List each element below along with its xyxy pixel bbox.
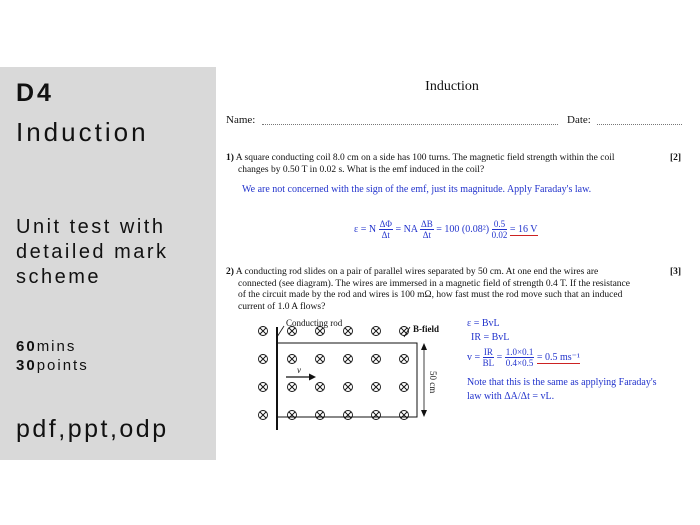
points: 30points [16, 357, 89, 374]
field-cross-mark [373, 328, 379, 334]
field-cross-mark [260, 412, 266, 418]
question-text: changes by 0.50 T in 0.02 s. What is the emf induced in the coil? [238, 164, 485, 175]
field-cross-mark [260, 356, 266, 362]
unit-title: Induction [16, 117, 149, 147]
field-cross-mark [289, 356, 295, 362]
product-info-panel [0, 67, 216, 460]
answer-equation: ε = N $\frac{\Delta\Phi}{\Delta t}$ = NA $\frac{\Delta B}{\Delta t}$ = 100 (0.08²) $\frac{0.5}{0.02}$ = 16 V [354, 219, 538, 240]
field-cross-mark [289, 384, 295, 390]
field-cross-mark [345, 328, 351, 334]
rod-pointer [277, 326, 284, 337]
description-line: scheme [16, 266, 102, 288]
width-label: 50 cm [428, 371, 438, 394]
field-crosses [259, 327, 409, 420]
answer-working: ε = BvL IR = BvL v = $\frac{IR}{BL}$ = $\frac{1.0\times 0.1}{0.4\times 0.5}$ = 0.5 ms⁻¹ Note that this is the same as applying Faraday's law with ΔA/Δt = vL. [467, 318, 657, 402]
question-text: of the circuit made by the rod and wires is 100 mΩ, how fast must the rod move such that an induced [238, 290, 623, 300]
description-line: Unit test with [16, 216, 166, 238]
question-text: A conducting rod slides on a pair of parallel wires separated by 50 cm. At one end the wires are [235, 267, 599, 277]
field-label: B-field [413, 324, 439, 334]
question-text: A square conducting coil 8.0 cm on a side has 100 turns. The magnetic field strength within the coil [235, 153, 615, 163]
question-text: connected (see diagram). The wires are immersed in a magnetic field of strength 0.4 T. If the resistance [238, 278, 630, 289]
unit-description [16, 215, 211, 290]
duration: 60mins [16, 338, 77, 355]
field-cross-mark [345, 384, 351, 390]
question-1: 1) A square conducting coil 8.0 cm on a side has 100 turns. The magnetic field strength within the coil changes by 0.50 T in 0.02 s. What is the emf induced in the coil? [226, 153, 666, 176]
file-formats: pdf,ppt,odp [16, 415, 169, 443]
question-text: current of 1.0 A flows? [238, 301, 326, 312]
worksheet-title: Induction [425, 79, 479, 94]
question-2: 2) A conducting rod slides on a pair of parallel wires separated by 50 cm. At one end the wires are connected (see diagram). The wires are immersed in a magnetic field of strength 0.4 T. If the resistance of the circuit made by the rod and wires is 100 mΩ, how fast must the rod move such that an induced current of 1.0 A flows? [226, 267, 666, 313]
rod-label: Conducting rod [286, 318, 343, 328]
marks-badge: [2] [670, 153, 682, 163]
answer-result: = 0.5 ms⁻¹ [536, 351, 580, 363]
field-cross-mark [373, 356, 379, 362]
field-cross-mark [289, 328, 295, 334]
name-line [262, 124, 558, 125]
field-cross-mark [345, 356, 351, 362]
field-cross-mark [260, 328, 266, 334]
velocity-label: v [297, 365, 301, 375]
answer-note: We are not concerned with the sign of the emf, just its magnitude. Apply Faraday's law. [242, 184, 592, 195]
velocity-arrowhead [309, 374, 316, 381]
rod-field-diagram [250, 315, 485, 435]
rails [277, 343, 417, 417]
test-meta [16, 337, 89, 375]
date-label: Date: [567, 114, 591, 126]
field-cross-mark [401, 356, 407, 362]
marks-badge: [3] [670, 267, 682, 277]
field-cross-mark [401, 384, 407, 390]
worksheet-preview [222, 67, 692, 460]
date-line [597, 124, 682, 125]
unit-code: D4 [16, 79, 54, 107]
field-cross-mark [317, 328, 323, 334]
field-cross-mark [373, 384, 379, 390]
field-cross-mark [317, 356, 323, 362]
field-cross-mark [260, 384, 266, 390]
name-label: Name: [226, 114, 256, 126]
answer-result: = 16 V [509, 223, 538, 235]
description-line: detailed mark [16, 241, 169, 263]
field-cross-mark [317, 384, 323, 390]
